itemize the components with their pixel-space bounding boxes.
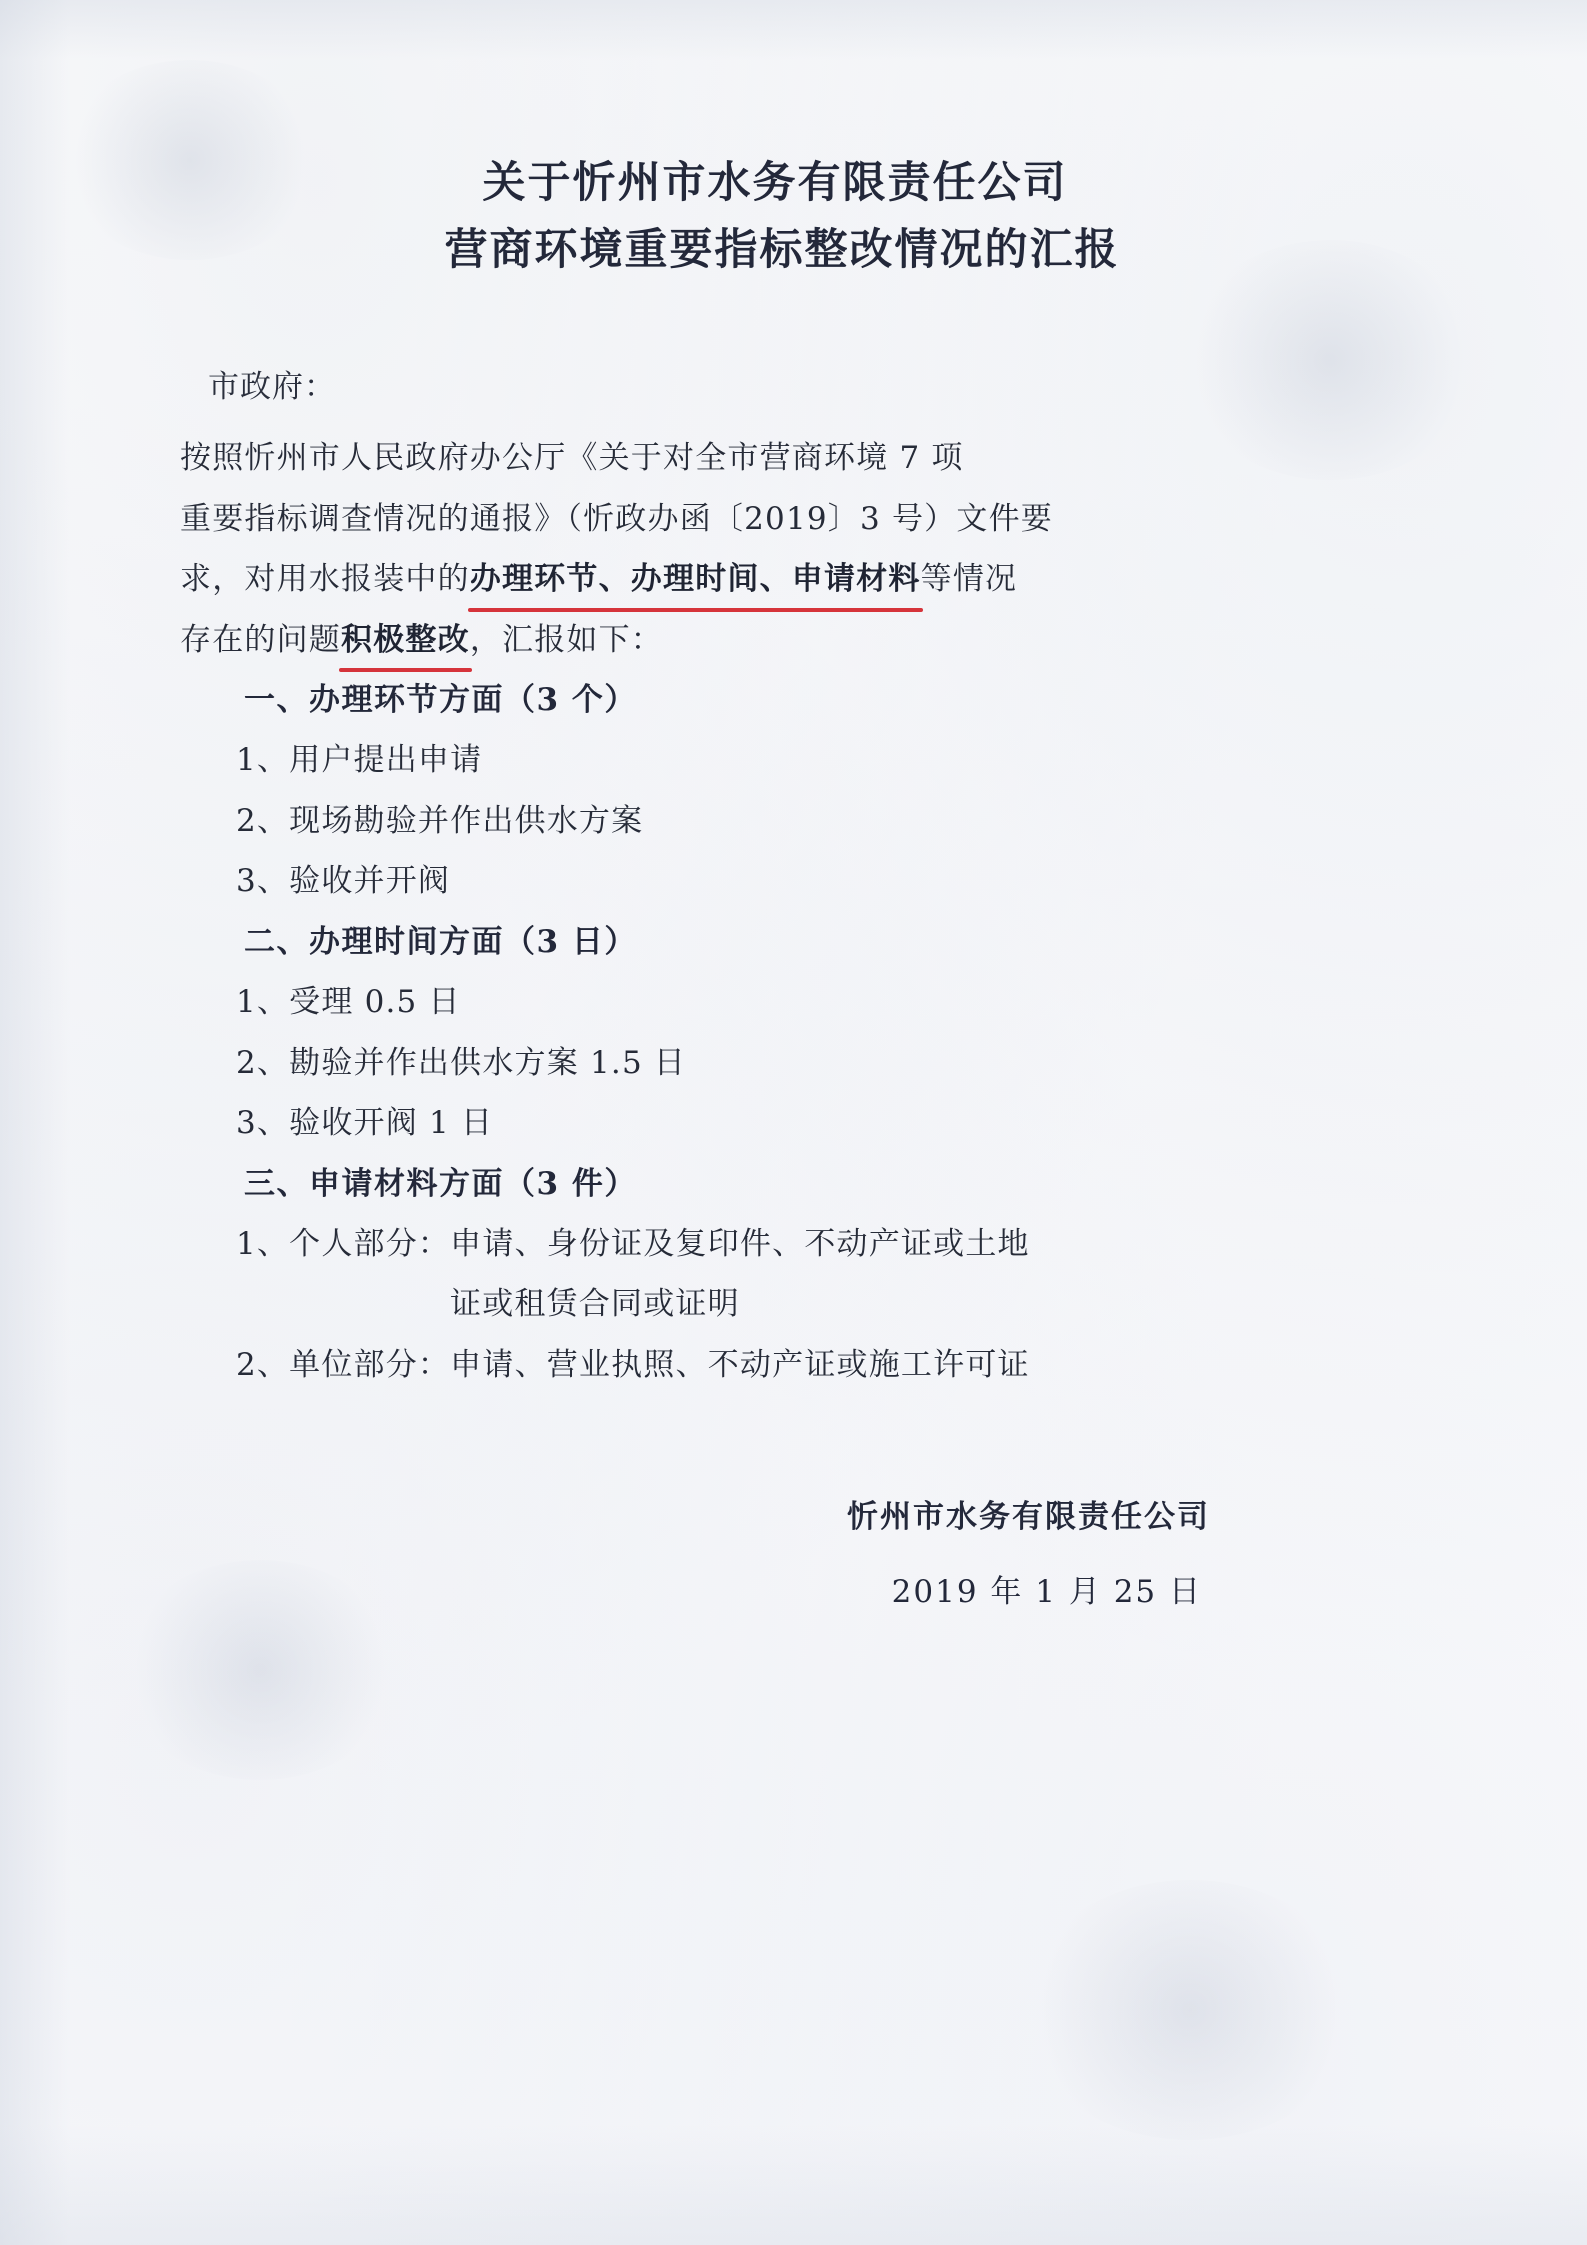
scan-edge-shadow-left: [0, 0, 70, 2245]
list-item: 1、个人部分：申请、身份证及复印件、不动产证或土地: [236, 1225, 1030, 1262]
scan-edge-shadow-bottom: [0, 2125, 1587, 2245]
intro-line-1-text: 按照忻州市人民政府办公厅《关于对全市营商环境 7 项: [180, 440, 964, 477]
intro-line-1: [180, 428, 1380, 488]
red-underline-annotation-2: 积极整改: [341, 610, 470, 670]
list-item: 2、现场勘验并作出供水方案: [236, 802, 644, 839]
intro-paragraph: [180, 428, 1380, 670]
list-item: 3、验收开阀 1 日: [236, 1105, 494, 1142]
document-body: [180, 150, 1380, 1611]
intro-line-2: 重要指标调查情况的通报》（忻政办函〔2019〕3 号）文件要: [180, 500, 1053, 537]
title-line-1: 关于忻州市水务有限责任公司: [482, 158, 1068, 208]
list-item: 1、受理 0.5 日: [236, 984, 461, 1021]
list-item: 3、验收并开阀: [236, 863, 451, 900]
section-heading-3: 三、申请材料方面（3 件）: [244, 1165, 637, 1202]
scan-smudge: [1020, 1880, 1360, 2140]
signature-organization: 忻州市水务有限责任公司: [847, 1499, 1210, 1536]
section-heading-2: 二、办理时间方面（3 日）: [244, 923, 637, 960]
intro-line-4-suffix: ，汇报如下：: [469, 621, 664, 658]
intro-line-3-prefix: 求，对用水报装中的: [180, 561, 470, 598]
list-item: 2、单位部分：申请、营业执照、不动产证或施工许可证: [236, 1346, 1030, 1383]
intro-line-3: [180, 549, 1380, 609]
list-item: 2、勘验并作出供水方案 1.5 日: [236, 1044, 687, 1081]
signature-date: 2019 年 1 月 25 日: [891, 1574, 1202, 1611]
intro-line-4: [180, 610, 1380, 670]
salutation: 市政府：: [208, 369, 336, 406]
signature-block: [180, 1491, 1380, 1611]
scan-edge-shadow-top: [0, 0, 1587, 60]
red-underline-annotation-1: 办理环节、办理时间、申请材料: [470, 549, 921, 609]
list-item-continuation: 证或租赁合同或证明: [450, 1286, 740, 1323]
title-line-2: 营商环境重要指标整改情况的汇报: [444, 224, 1120, 275]
intro-line-4-prefix: 存在的问题: [180, 621, 341, 658]
section-heading-1: 一、办理环节方面（3 个）: [244, 682, 637, 719]
list-item: 1、用户提出申请: [236, 742, 483, 779]
intro-line-3-suffix: 等情况: [920, 561, 1018, 598]
page-title: [180, 150, 1380, 283]
